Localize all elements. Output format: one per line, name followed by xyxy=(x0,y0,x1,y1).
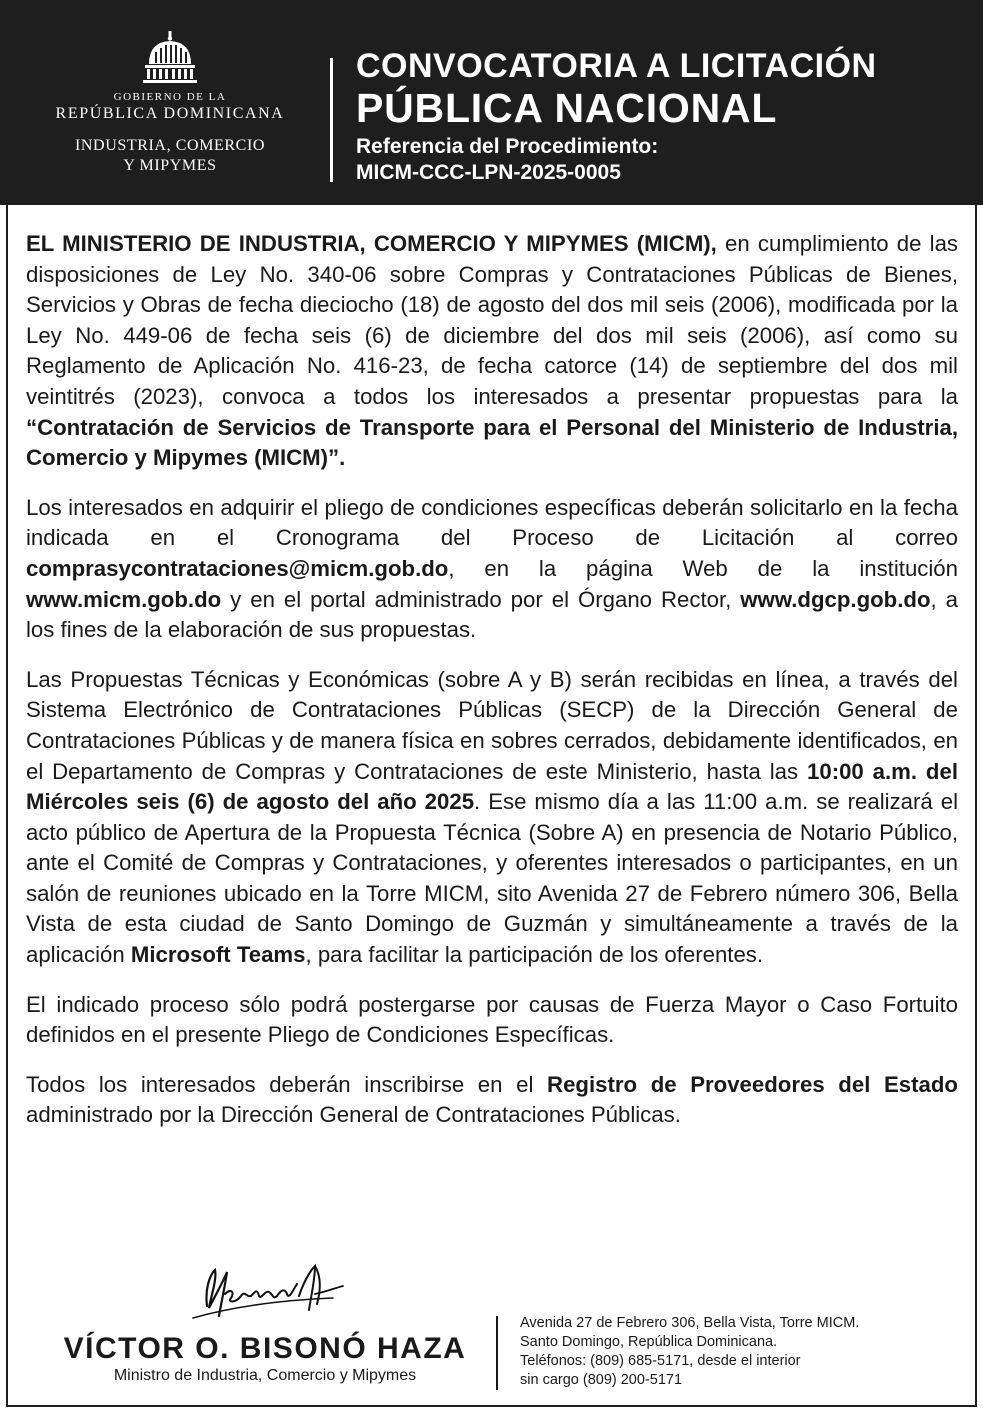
ministry-address xyxy=(520,1314,960,1390)
header-banner xyxy=(0,0,983,205)
paragraph-intro: EL MINISTERIO DE INDUSTRIA, COMERCIO Y MIPYMES (MICM), en cumplimiento de las disposiciones de Ley No. 340-06 sobre Compras y Contrataciones Públicas de Bienes, Servicios y Obras de fecha dieciocho (18) de agosto del dos mil seis (2006), modificada por la Ley No. 449-06 de fecha seis (6) de diciembre del dos mil seis (2006), así como su Reglamento de Aplicación No. 416-23, de fecha catorce (14) de septiembre del dos mil veintitrés (2023), convoca a todos los interesados a presentar propuestas para la “Contratación de Servicios de Transporte para el Personal del Ministerio de Industria, Comercio y Mipymes (MICM)”. xyxy=(26,231,958,471)
notice-title-line1: CONVOCATORIA A LICITACIÓN xyxy=(356,47,877,85)
contract-title: “Contratación de Servicios de Transporte para el Personal del Ministerio de Industria, Comercio y Mipymes (MICM)”. xyxy=(26,414,958,471)
contact-email: comprasycontrataciones@micm.gob.do xyxy=(26,555,449,581)
phone-line1: Teléfonos: (809) 685-5171, desde el interior xyxy=(520,1353,801,1369)
signer-role: Ministro de Industria, Comercio y Mipymes xyxy=(113,1367,417,1384)
app-name: Microsoft Teams xyxy=(130,942,306,968)
paragraph-registry: Todos los interesados deberán inscribirse en el Registro de Proveedores del Estado administrado por la Dirección General de Contrataciones Públicas. xyxy=(26,1071,958,1128)
ministry-name-line1: INDUSTRIA, COMERCIO xyxy=(74,137,266,154)
ministry-website: www.micm.gob.do xyxy=(26,586,222,612)
address-line2: Santo Domingo, República Dominicana. xyxy=(520,1334,778,1350)
notice-title-block xyxy=(356,46,966,186)
signature-block xyxy=(40,1260,490,1386)
ministry-lead: EL MINISTERIO DE INDUSTRIA, COMERCIO Y MIPYMES (MICM), xyxy=(26,231,717,256)
government-label: GOBIERNO DE LA xyxy=(113,91,227,103)
paragraph-postponement: El indicado proceso sólo podrá postergarse por causas de Fuerza Mayor o Caso Fortuito definidos en el presente Pliego de Condiciones Específicas. xyxy=(26,991,958,1048)
handwritten-signature xyxy=(165,1260,365,1328)
capitol-dome-icon xyxy=(139,30,201,84)
government-logo xyxy=(30,30,310,176)
header-divider xyxy=(330,58,333,182)
reference-code: MICM-CCC-LPN-2025-0005 xyxy=(356,161,621,184)
footer-divider xyxy=(496,1316,498,1390)
country-name: REPÚBLICA DOMINICANA xyxy=(55,105,285,122)
address-line1: Avenida 27 de Febrero 306, Bella Vista, Torre MICM. xyxy=(520,1315,860,1331)
dgcp-website: www.dgcp.gob.do xyxy=(740,586,931,612)
supplier-registry: Registro de Proveedores del Estado xyxy=(547,1071,958,1097)
notice-title-line2: PÚBLICA NACIONAL xyxy=(356,85,778,131)
notice-body xyxy=(26,229,958,1150)
phone-line2: sin cargo (809) 200-5171 xyxy=(520,1372,683,1388)
signer-name: VÍCTOR O. BISONÓ HAZA xyxy=(63,1332,467,1365)
paragraph-requirements: Los interesados en adquirir el pliego de condiciones específicas deberán solicitarlo en la fecha indicada en el Cronograma del Proceso de Licitación al correo comprasycontrataciones@micm.gob.do, en la página Web de la institución www.micm.gob.do y en el portal administrado por el Órgano Rector, www.dgcp.gob.do, a los fines de la elaboración de sus propuestas. xyxy=(26,494,959,643)
reference-label: Referencia del Procedimiento: xyxy=(356,135,659,158)
paragraph-submission: Las Propuestas Técnicas y Económicas (sobre A y B) serán recibidas en línea, a través del Sistema Electrónico de Contrataciones Públicas (SECP) de la Dirección General de Contrataciones Públicas y de manera física en sobres cerrados, debidamente identificados, en el Departamento de Compras y Contrataciones de este Ministerio, hasta las 10:00 a.m. del Miércoles seis (6) de agosto del año 2025. Ese mismo día a las 11:00 a.m. se realizará el acto público de Apertura de la Propuesta Técnica (Sobre A) en presencia de Notario Público, ante el Comité de Compras y Contrataciones, y oferentes interesados o participantes, en un salón de reuniones ubicado en la Torre MICM, sito Avenida 27 de Febrero número 306, Bella Vista de esta ciudad de Santo Domingo de Guzmán y simultáneamente a través de la aplicación Microsoft Teams, para facilitar la participación de los oferentes. xyxy=(26,666,958,968)
ministry-name-line2: Y MIPYMES xyxy=(123,157,217,174)
submission-deadline: 10:00 a.m. del Miércoles seis (6) de agosto del año 2025 xyxy=(26,758,958,815)
